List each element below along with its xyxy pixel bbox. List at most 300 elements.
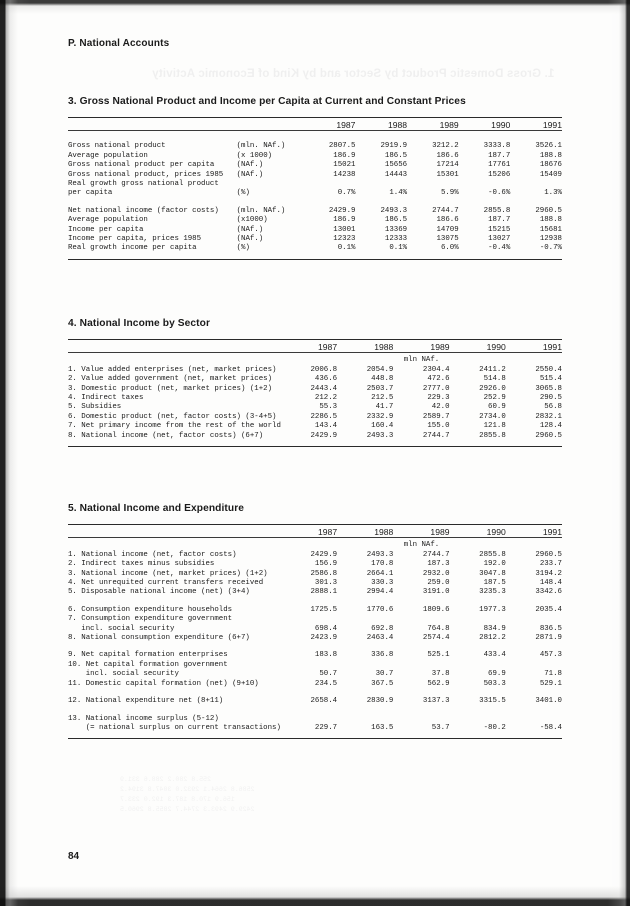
- column-header-year: 1990: [486, 527, 506, 537]
- row-value: 187.3: [427, 560, 450, 569]
- row-label: 8. National income (net, factor costs) (6+7): [68, 431, 264, 440]
- row-value: 2888.1: [310, 588, 338, 597]
- row-value: [393, 615, 449, 624]
- row-value: 252.9: [483, 394, 506, 403]
- row-value: 14443: [384, 170, 408, 179]
- row-value: 188.8: [539, 151, 562, 160]
- table-row: [68, 715, 562, 724]
- row-value: 433.4: [483, 651, 506, 660]
- row-value: 3065.8: [535, 384, 562, 393]
- row-value: 301.3: [314, 579, 338, 588]
- row-value: 234.5: [314, 679, 338, 688]
- column-header-year: 1989: [439, 120, 459, 130]
- row-value: 2429.9: [310, 550, 338, 559]
- data-table: [68, 524, 562, 741]
- table-row: [68, 579, 562, 588]
- table-row: [68, 161, 562, 170]
- row-value: 42.0: [431, 403, 450, 412]
- showthrough-numbers: 2586.8 2664.1 2932.0 3047.8 3194.2: [120, 786, 255, 793]
- row-value: 6.0%: [440, 244, 459, 253]
- row-value: 2035.4: [535, 605, 562, 614]
- row-unit: (x1000): [236, 216, 268, 225]
- table-rule: [68, 739, 562, 742]
- table-row: [68, 570, 562, 579]
- row-value: 60.9: [488, 403, 506, 412]
- row-value: -80.2: [483, 723, 506, 732]
- row-value: 3137.3: [422, 697, 450, 706]
- row-value: 13075: [436, 235, 459, 244]
- table-spacer: [68, 134, 562, 142]
- table-spacer: [68, 643, 562, 651]
- row-value: 183.8: [314, 651, 338, 660]
- row-value: 3212.2: [432, 142, 459, 151]
- table-row: [68, 697, 562, 706]
- row-value: 71.8: [544, 670, 562, 679]
- row-label: 7. Net primary income from the rest of the world: [68, 422, 281, 431]
- row-value: [304, 180, 356, 189]
- row-value: [337, 661, 393, 670]
- row-value: 15656: [384, 161, 408, 170]
- row-value: [393, 661, 449, 670]
- row-label: 6. Consumption expenditure households: [68, 605, 233, 614]
- row-value: 0.7%: [337, 189, 356, 198]
- row-label: (= national surplus on current transactions): [68, 723, 281, 732]
- column-header-year: 1990: [486, 342, 506, 352]
- table-row: [68, 180, 562, 189]
- row-value: 50.7: [319, 670, 338, 679]
- section-title: 3. Gross National Product and Income per Capita at Current and Constant Prices: [68, 96, 466, 107]
- row-value: 15215: [488, 225, 511, 234]
- row-unit: (mln. NAf.): [236, 206, 286, 215]
- row-value: 2493.3: [366, 431, 394, 440]
- row-unit: (x 1000): [236, 151, 273, 160]
- row-value: [337, 615, 393, 624]
- row-value: 187.7: [488, 151, 511, 160]
- row-value: 330.3: [371, 579, 394, 588]
- row-value: 2332.9: [366, 412, 394, 421]
- row-value: 187.7: [488, 216, 511, 225]
- showthrough-numbers: 156.9 170.8 187.3 192.0 233.7: [120, 796, 235, 803]
- row-value: -0.6%: [488, 189, 511, 198]
- row-value: 188.8: [539, 216, 562, 225]
- row-unit: (NAf.): [236, 161, 264, 170]
- row-value: 3333.8: [483, 142, 511, 151]
- row-value: 2744.7: [432, 206, 459, 215]
- row-value: 2812.2: [479, 634, 506, 643]
- table-spacer: [68, 707, 562, 715]
- row-value: 160.4: [371, 422, 394, 431]
- row-value: [506, 661, 562, 670]
- row-value: 698.4: [314, 624, 338, 633]
- row-value: 1.3%: [544, 189, 562, 198]
- row-value: 2493.3: [380, 206, 408, 215]
- row-label: 11. Domestic capital formation (net) (9+10): [68, 679, 259, 688]
- row-unit: [237, 180, 304, 189]
- row-value: 121.8: [483, 422, 506, 431]
- row-value: 2960.5: [535, 206, 562, 215]
- column-header-year: 1988: [387, 120, 408, 130]
- table-row: [68, 189, 562, 198]
- table-row: [68, 588, 562, 597]
- row-value: [407, 180, 459, 189]
- row-value: 56.8: [544, 403, 562, 412]
- row-label: Average population: [68, 151, 148, 160]
- table-row: [68, 394, 562, 403]
- row-value: 229.7: [314, 723, 338, 732]
- table-spacer: [68, 598, 562, 606]
- row-value: 156.9: [314, 560, 338, 569]
- row-value: [450, 715, 506, 724]
- row-value: 2589.7: [422, 412, 450, 421]
- row-label: Net national income (factor costs): [68, 206, 219, 215]
- row-label: 2. Indirect taxes minus subsidies: [68, 560, 215, 569]
- row-label: Average population: [68, 216, 148, 225]
- row-value: 2586.8: [310, 569, 338, 578]
- row-value: 457.3: [539, 651, 562, 660]
- column-header-year: 1987: [317, 527, 338, 537]
- table-unit-note: mln NAf.: [403, 541, 440, 550]
- row-value: 2411.2: [479, 365, 506, 374]
- section-table-5: [68, 503, 562, 741]
- row-value: 186.5: [384, 216, 408, 225]
- row-value: 2855.8: [479, 431, 506, 440]
- row-value: 2832.1: [535, 412, 562, 421]
- table-row: [68, 661, 562, 670]
- row-value: 2658.4: [310, 697, 338, 706]
- row-value: 192.0: [483, 560, 506, 569]
- table-row: [68, 244, 562, 253]
- row-value: 2443.4: [310, 384, 338, 393]
- row-value: 17761: [488, 161, 511, 170]
- row-label: 5. Disposable national income (net) (3+4): [68, 588, 250, 597]
- row-value: 18676: [539, 161, 562, 170]
- row-value: 2960.5: [535, 550, 562, 559]
- row-value: 2463.4: [366, 634, 394, 643]
- row-value: 2855.8: [483, 206, 511, 215]
- table-row: [68, 432, 562, 441]
- row-value: 2777.0: [422, 384, 450, 393]
- column-header-year: 1991: [542, 120, 562, 130]
- row-value: 836.5: [539, 624, 562, 633]
- row-unit: (NAf.): [236, 170, 264, 179]
- row-value: 336.8: [371, 651, 394, 660]
- table-row: [68, 375, 562, 384]
- table-spacer: [68, 199, 562, 207]
- row-label: Real growth gross national product: [68, 180, 219, 189]
- table-row: [68, 403, 562, 412]
- row-value: 2550.4: [535, 365, 562, 374]
- row-value: 2926.0: [479, 384, 506, 393]
- row-value: 1725.5: [310, 605, 338, 614]
- row-value: [506, 615, 562, 624]
- row-value: 2664.1: [366, 569, 394, 578]
- table-row: [68, 606, 562, 615]
- row-value: 41.7: [375, 403, 394, 412]
- row-value: 2960.5: [535, 431, 562, 440]
- row-value: 233.7: [539, 560, 562, 569]
- row-value: 14709: [436, 225, 459, 234]
- table-rule: [68, 447, 562, 450]
- table-row: [68, 171, 562, 180]
- row-value: 562.9: [427, 679, 450, 688]
- table-row: [68, 680, 562, 689]
- table-unit-note-row: [68, 356, 562, 365]
- row-value: 472.6: [427, 375, 450, 384]
- row-label: Income per capita, prices 1985: [68, 235, 202, 244]
- table-unit-note-row: [68, 541, 562, 550]
- row-value: 13027: [488, 235, 511, 244]
- column-header-blank: [68, 343, 281, 353]
- column-header-year: 1990: [491, 120, 511, 130]
- row-value: 30.7: [375, 670, 394, 679]
- column-header-year: 1987: [317, 342, 338, 352]
- row-value: 1977.3: [479, 605, 506, 614]
- table-row: [68, 551, 562, 560]
- row-value: 0.1%: [389, 244, 408, 253]
- showthrough-numbers: 255.8 280.2 288.6 331.9: [120, 776, 212, 783]
- row-value: 3191.0: [422, 588, 450, 597]
- row-value: 229.3: [427, 394, 450, 403]
- table-row: [68, 216, 562, 225]
- column-header-year: 1991: [542, 527, 562, 537]
- row-value: [450, 661, 506, 670]
- row-unit: (NAf.): [236, 235, 264, 244]
- row-value: 2932.0: [422, 569, 450, 578]
- row-value: [281, 715, 337, 724]
- section-title: 4. National Income by Sector: [68, 318, 211, 329]
- row-value: 37.8: [431, 670, 450, 679]
- row-label: 6. Domestic product (net, factor costs) (3-4+5): [68, 412, 277, 421]
- row-value: 2429.9: [310, 431, 338, 440]
- row-value: 12333: [384, 235, 408, 244]
- row-value: 448.8: [371, 375, 394, 384]
- row-label: Gross national product per capita: [68, 161, 215, 170]
- row-value: 2304.4: [422, 365, 450, 374]
- row-value: 529.1: [539, 679, 562, 688]
- row-value: 2807.5: [328, 142, 356, 151]
- row-value: 128.4: [539, 422, 562, 431]
- row-value: 2493.3: [366, 550, 394, 559]
- table-row: [68, 625, 562, 634]
- row-value: [393, 715, 449, 724]
- table-header-row: [68, 528, 562, 538]
- row-value: 2429.9: [328, 206, 356, 215]
- row-value: 170.8: [371, 560, 394, 569]
- table-row: [68, 560, 562, 569]
- row-label: incl. social security: [68, 624, 175, 633]
- row-value: 212.5: [371, 394, 394, 403]
- row-label: 8. National consumption expenditure (6+7): [68, 634, 250, 643]
- table-row: [68, 724, 562, 733]
- table-row: [68, 366, 562, 375]
- row-label: 2. Value added government (net, market prices): [68, 375, 273, 384]
- row-value: 515.4: [539, 375, 562, 384]
- row-value: 13369: [384, 225, 408, 234]
- row-label: 13. National income surplus (5-12): [68, 714, 219, 723]
- table-unit-note: mln NAf.: [403, 356, 440, 365]
- row-value: 55.3: [319, 403, 338, 412]
- row-value: 2503.7: [366, 384, 394, 393]
- row-value: 3315.5: [479, 697, 506, 706]
- row-value: 15301: [436, 170, 459, 179]
- row-label: 4. Net unrequited current transfers received: [68, 579, 264, 588]
- row-value: 13001: [333, 225, 356, 234]
- row-value: 1770.6: [366, 605, 394, 614]
- row-value: 186.6: [436, 151, 459, 160]
- showthrough-reverse-title: 1. Gross Domestic Product by Sector and by Kind of Economic Activity: [152, 68, 555, 80]
- table-row: [68, 670, 562, 679]
- table-row: [68, 634, 562, 643]
- row-value: 143.4: [314, 422, 338, 431]
- row-value: 2006.8: [310, 365, 338, 374]
- table-row: [68, 413, 562, 422]
- row-value: 69.9: [488, 670, 506, 679]
- row-label: 10. Net capital formation government: [68, 660, 228, 669]
- row-label: Gross national product: [68, 142, 166, 151]
- column-header-blank: [68, 121, 304, 131]
- row-value: 2423.9: [310, 634, 338, 643]
- row-value: 259.0: [427, 579, 450, 588]
- row-label: Income per capita: [68, 225, 144, 234]
- row-value: 2054.9: [366, 365, 394, 374]
- row-value: 0.1%: [337, 244, 356, 253]
- table-row: [68, 235, 562, 244]
- section-title: 5. National Income and Expenditure: [68, 503, 245, 514]
- table-header-row: [68, 343, 562, 353]
- row-value: 834.9: [483, 624, 506, 633]
- section-table-3: [68, 96, 562, 262]
- row-value: 1809.6: [422, 605, 450, 614]
- row-value: 2744.7: [422, 550, 450, 559]
- row-value: 15021: [333, 161, 356, 170]
- column-header-year: 1988: [374, 342, 394, 352]
- row-value: 2574.4: [422, 634, 450, 643]
- row-value: 3526.1: [535, 142, 562, 151]
- row-value: 2830.9: [366, 697, 394, 706]
- row-value: 15206: [488, 170, 511, 179]
- row-value: 155.0: [427, 422, 450, 431]
- row-value: 186.9: [333, 151, 356, 160]
- row-label: 1. National income (net, factor costs): [68, 550, 237, 559]
- row-label: 1. Value added enterprises (net, market prices): [68, 365, 277, 374]
- row-label: 3. Domestic product (net, market prices) (1+2): [68, 384, 273, 393]
- row-label: 5. Subsidies: [68, 403, 122, 412]
- row-value: 3342.6: [535, 588, 562, 597]
- row-value: 2994.4: [366, 588, 394, 597]
- row-value: 2744.7: [422, 431, 450, 440]
- row-value: 2286.5: [310, 412, 338, 421]
- column-header-year: 1989: [430, 527, 450, 537]
- row-label: 4. Indirect taxes: [68, 394, 144, 403]
- table-row: [68, 207, 562, 216]
- table-spacer: [68, 689, 562, 697]
- column-header-year: 1991: [542, 342, 562, 352]
- row-label: Gross national product, prices 1985: [68, 170, 224, 179]
- row-value: 148.4: [539, 579, 562, 588]
- table-row: [68, 385, 562, 394]
- row-value: [337, 715, 393, 724]
- row-value: 53.7: [431, 723, 450, 732]
- row-value: 692.8: [371, 624, 394, 633]
- row-value: 2855.8: [479, 550, 506, 559]
- row-value: 5.9%: [440, 189, 459, 198]
- table-row: [68, 142, 562, 151]
- table-row: [68, 226, 562, 235]
- row-value: [510, 180, 562, 189]
- row-value: 2871.9: [535, 634, 562, 643]
- row-value: 2919.9: [380, 142, 408, 151]
- row-value: 2734.0: [479, 412, 506, 421]
- data-table: [68, 117, 562, 262]
- row-value: [506, 715, 562, 724]
- column-header-year: 1987: [336, 120, 356, 130]
- table-row: [68, 152, 562, 161]
- row-unit: (%): [236, 244, 250, 253]
- row-value: 514.8: [483, 375, 506, 384]
- row-unit: (%): [236, 189, 250, 198]
- column-header-year: 1989: [430, 342, 450, 352]
- showthrough-numbers: 2429.9 2493.3 2744.7 2855.8 2960.5: [120, 806, 255, 813]
- row-value: [450, 615, 506, 624]
- row-value: 3194.2: [535, 569, 562, 578]
- row-value: [355, 180, 407, 189]
- row-value: 3047.8: [479, 569, 506, 578]
- table-rule: [68, 259, 562, 262]
- row-value: 17214: [436, 161, 459, 170]
- data-table: [68, 339, 562, 449]
- table-row: [68, 651, 562, 660]
- row-value: 367.5: [371, 679, 394, 688]
- row-value: 186.9: [333, 216, 356, 225]
- row-value: 764.8: [427, 624, 450, 633]
- row-value: 3235.3: [479, 588, 506, 597]
- row-unit: (mln. NAf.): [236, 142, 286, 151]
- row-value: -0.7%: [539, 244, 562, 253]
- row-value: -58.4: [539, 723, 562, 732]
- row-value: 186.5: [384, 151, 408, 160]
- row-value: 12938: [539, 235, 562, 244]
- row-value: 503.3: [483, 679, 506, 688]
- column-header-year: 1988: [374, 527, 394, 537]
- row-label: per capita: [68, 189, 113, 198]
- row-value: 186.6: [436, 216, 459, 225]
- row-value: 290.5: [539, 394, 562, 403]
- row-label: 9. Net capital formation enterprises: [68, 651, 228, 660]
- row-value: -0.4%: [488, 244, 511, 253]
- row-label: incl. social security: [68, 670, 179, 679]
- section-table-4: [68, 318, 562, 449]
- row-value: 187.5: [483, 579, 506, 588]
- table-row: [68, 615, 562, 624]
- row-value: 436.6: [314, 375, 338, 384]
- row-label: Real growth income per capita: [68, 244, 197, 253]
- page-number: 84: [68, 851, 80, 862]
- row-label: 3. National income (net, market prices) (1+2): [68, 569, 268, 578]
- row-value: 12323: [333, 235, 356, 244]
- row-label: 7. Consumption expenditure government: [68, 615, 233, 624]
- row-value: [281, 615, 337, 624]
- running-head: P. National Accounts: [68, 38, 170, 49]
- column-header-blank: [68, 528, 281, 538]
- table-header-row: [68, 121, 562, 131]
- row-value: 15681: [539, 225, 562, 234]
- row-value: 525.1: [427, 651, 450, 660]
- row-value: [281, 661, 337, 670]
- row-value: 15409: [539, 170, 562, 179]
- row-value: 1.4%: [389, 189, 408, 198]
- row-value: 14238: [333, 170, 356, 179]
- table-row: [68, 422, 562, 431]
